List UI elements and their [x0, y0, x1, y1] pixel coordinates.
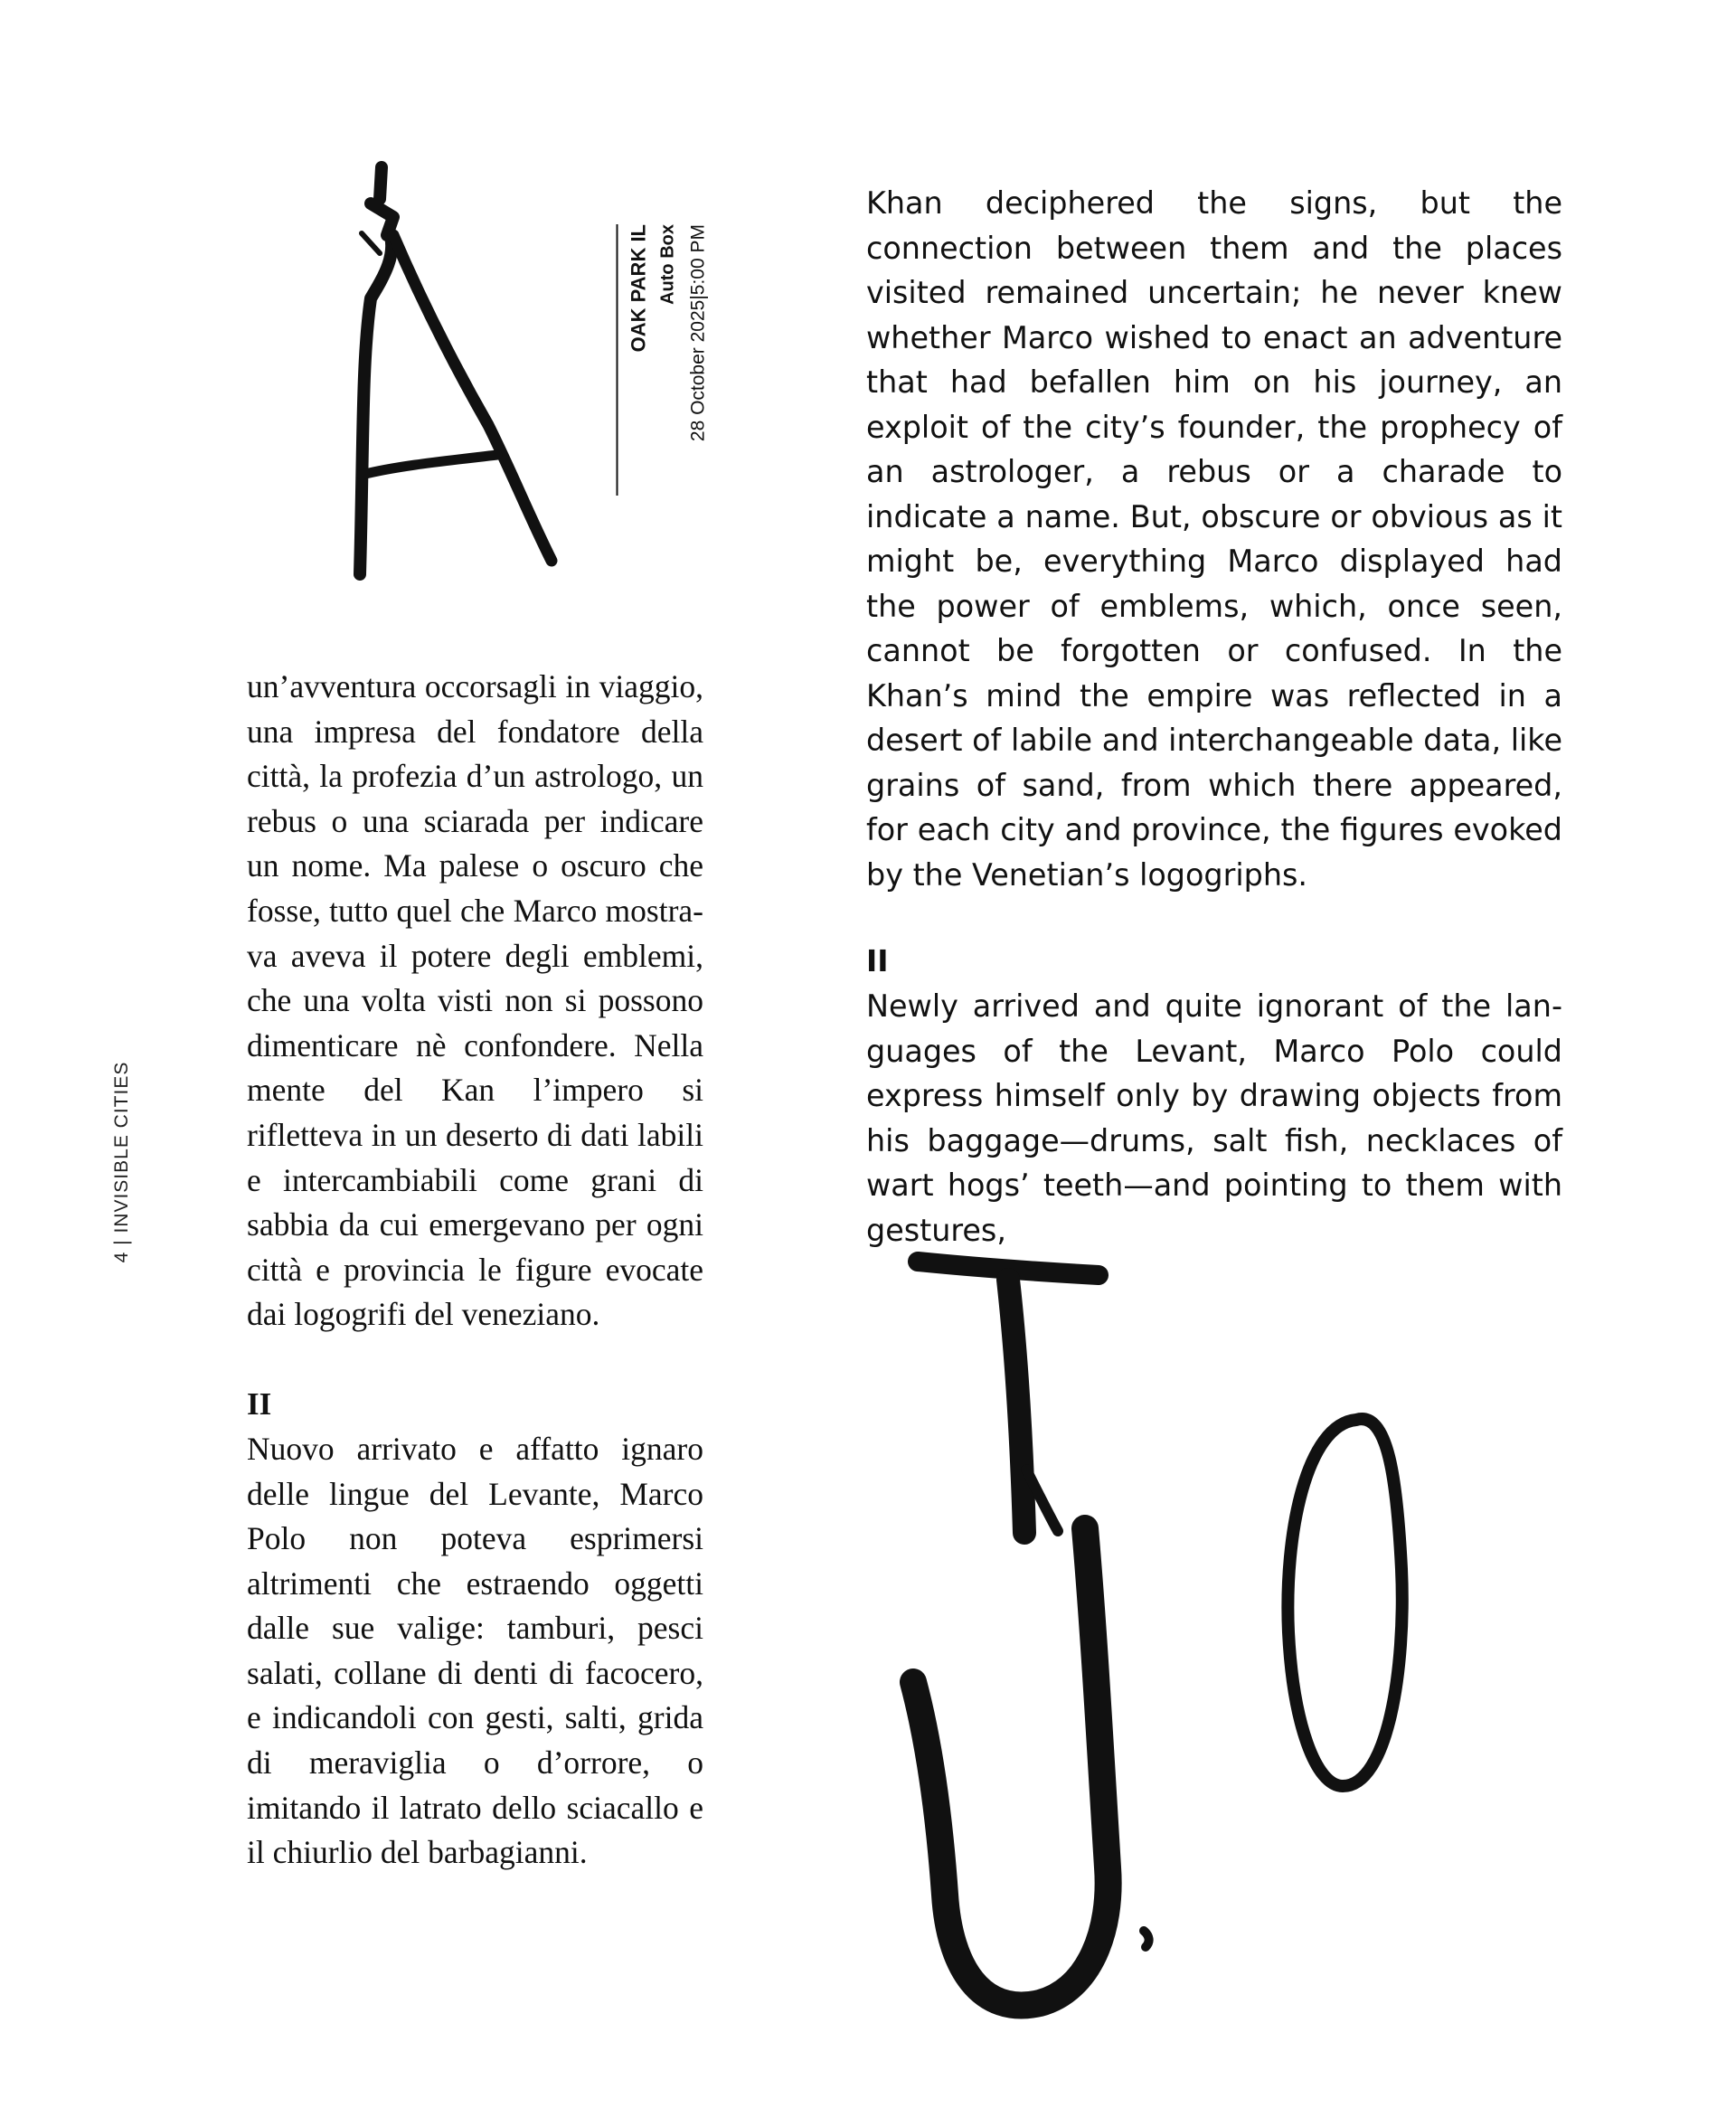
italian-paragraph-2: Nuovo arrivato e affatto ignaro delle lingue del Levante, Marco Polo non poteva esprimersi altrimenti che estraendo oggetti dalle sue valige: tamburi, pesci salati, collane di denti di facocero, e indicandoli con gesti, salti, grida di meraviglia o d’orrore, o imitando il latrato dello sciacallo e il chiurlio del barbagianni.	[247, 1430, 703, 1871]
english-paragraph-2: Newly arrived and quite ignorant of the languages of the Levant, Marco Polo could express himself only by drawing objects from his baggage—drums, salt fish, necklaces of wart hogs’ teeth—and pointing to them with gestures,	[866, 988, 1562, 1248]
event-venue: Auto Box	[657, 224, 678, 305]
english-section-heading: II	[866, 943, 889, 978]
event-tag	[617, 224, 713, 496]
running-head: 4 | INVISIBLE CITIES	[111, 1061, 132, 1263]
english-column	[866, 181, 1562, 1253]
brush-letters-uto	[882, 1243, 1569, 2057]
italian-section-heading: II	[247, 1385, 272, 1422]
event-city: OAK PARK IL	[627, 224, 650, 353]
brush-letter-a	[344, 154, 579, 597]
italian-column	[247, 665, 703, 1876]
event-datetime: 28 October 2025|5:00 PM	[687, 224, 709, 442]
english-paragraph-1: Khan deciphered the signs, but the connection between them and the places visited remained uncertain; he never knew whether Marco wished to enact an adventure that had befallen him on his journey, an exploit of the city’s founder, the prophecy of an astrologer, a rebus or a charade to indicate a name. But, obscure or obvious as it might be, everything Marco displayed had the power of emblems, which, once seen, cannot be forgotten or confused. In the Khan’s mind the empire was reflected in a desert of labile and interchangeable data, like grains of sand, from which there appeared, for each city and province, the figures evoked by the Venetian’s logogriphs.	[866, 185, 1562, 893]
italian-paragraph-1: un’avventura occorsagli in viaggio, una impresa del fondatore della città, la profezia d’un astrologo, un rebus o una sciarada per indicare un nome. Ma palese o oscuro che fosse, tutto quel che Marco mostrava aveva il potere degli emblemi, che una volta visti non si possono dimenticare nè confondere. Nella mente del Kan l’impero si rifletteva in un deserto di dati labili e intercambiabili come grani di sabbia da cui emergevano per ogni città e provincia le figure evocate dai logogrifi del veneziano.	[247, 668, 703, 1333]
